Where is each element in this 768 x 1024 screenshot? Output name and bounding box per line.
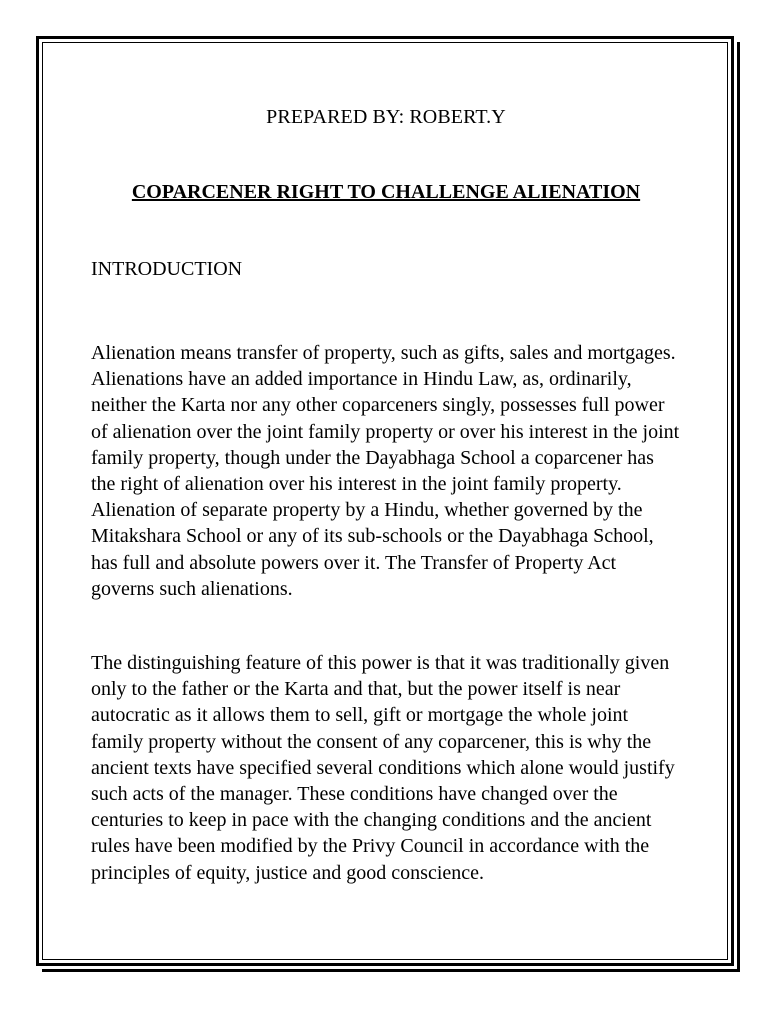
section-heading-introduction: INTRODUCTION: [91, 258, 243, 280]
paragraph-distinguishing-feature: The distinguishing feature of this power is that it was traditionally given only to the father or the Karta and that, but the power itself is near autocratic as it allows them to sell, gift or mortgage the whole joint family property without the consent of any coparcener, this is why the ancient texts have specified several conditions which alone would justify such acts of the manager. These conditions have changed over the centuries to keep in pace with the changing conditions and the ancient rules have been modified by the Privy Council in accordance with the principles of equity, justice and good conscience.: [91, 652, 675, 884]
prepared-by-line: PREPARED BY: ROBERT.Y: [266, 106, 506, 128]
paragraph-alienation-definition: Alienation means transfer of property, such as gifts, sales and mortgages. Alienations have an added importance in Hindu Law, as, ordinarily, neither the Karta nor any other coparceners singly, possesses full power of alienation over the joint family property or over his interest in the joint family property, though under the Dayabhaga School a coparcener has the right of alienation over his interest in the joint family property. Alienation of separate property by a Hindu, whether governed by the Mitakshara School or any of its sub-schools or the Dayabhaga School, has full and absolute powers over it. The Transfer of Property Act governs such alienations.: [91, 342, 680, 600]
document-title: COPARCENER RIGHT TO CHALLENGE ALIENATION: [131, 181, 641, 203]
